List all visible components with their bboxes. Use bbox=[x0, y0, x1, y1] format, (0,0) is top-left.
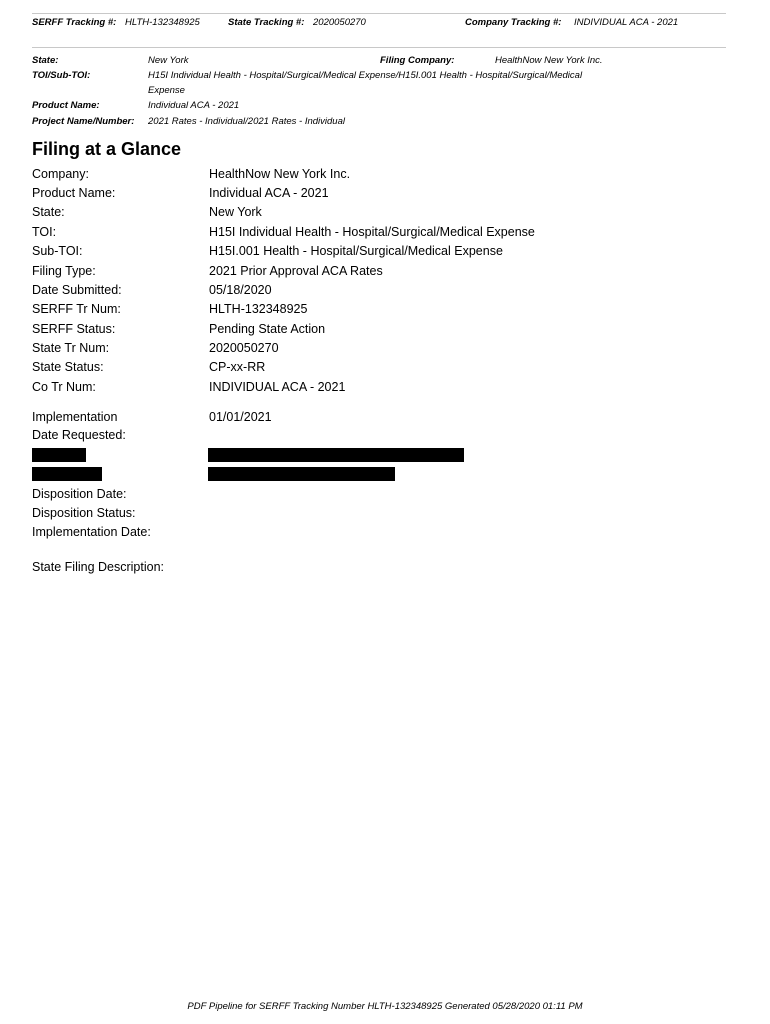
glance-row bbox=[32, 281, 732, 299]
glance-value: H15I Individual Health - Hospital/Surgical/Medical Expense bbox=[209, 225, 535, 239]
glance-value: 2021 Prior Approval ACA Rates bbox=[209, 264, 383, 278]
glance-value: INDIVIDUAL ACA - 2021 bbox=[209, 380, 346, 394]
glance-label: Date Submitted: bbox=[32, 283, 122, 297]
glance-label: TOI: bbox=[32, 225, 57, 239]
state-value: New York bbox=[148, 55, 189, 66]
implementation-date-label: Implementation Date: bbox=[32, 525, 151, 539]
redaction-bar bbox=[208, 467, 395, 481]
section-title: Filing at a Glance bbox=[32, 139, 182, 159]
toi-value-line1: H15I Individual Health - Hospital/Surgical/Medical Expense/H15I.001 Health - Hospital/Surgical/Medical bbox=[148, 70, 583, 81]
glance-label: Co Tr Num: bbox=[32, 380, 96, 394]
glance-row bbox=[32, 378, 732, 396]
glance-value: New York bbox=[209, 205, 262, 219]
glance-label: SERFF Tr Num: bbox=[32, 302, 121, 316]
glance-label: State: bbox=[32, 205, 65, 219]
toi-value-line2: Expense bbox=[148, 85, 185, 96]
header-rule bbox=[32, 47, 726, 48]
glance-row bbox=[32, 320, 732, 338]
glance-row bbox=[32, 358, 732, 376]
glance-value: H15I.001 Health - Hospital/Surgical/Medical Expense bbox=[209, 244, 503, 258]
glance-row bbox=[32, 223, 732, 241]
glance-label: State Tr Num: bbox=[32, 341, 110, 355]
glance-value: 05/18/2020 bbox=[209, 283, 272, 297]
implementation-value: 01/01/2021 bbox=[209, 410, 272, 424]
project-value: 2021 Rates - Individual/2021 Rates - Individual bbox=[148, 116, 345, 127]
company-tracking-label: Company Tracking #: bbox=[465, 17, 562, 28]
glance-row bbox=[32, 165, 732, 183]
state-filing-description-label: State Filing Description: bbox=[32, 560, 165, 574]
redaction-bar bbox=[32, 467, 102, 481]
serff-tracking-label: SERFF Tracking #: bbox=[32, 17, 117, 28]
glance-value: CP-xx-RR bbox=[209, 360, 266, 374]
glance-label: State Status: bbox=[32, 360, 104, 374]
disposition-status-label: Disposition Status: bbox=[32, 506, 136, 520]
state-label: State: bbox=[32, 55, 59, 66]
glance-row bbox=[32, 203, 732, 221]
serff-tracking-value: HLTH-132348925 bbox=[125, 17, 200, 28]
redaction-bar bbox=[208, 448, 464, 462]
project-label: Project Name/Number: bbox=[32, 116, 135, 127]
product-name-label: Product Name: bbox=[32, 100, 100, 111]
glance-label: Company: bbox=[32, 167, 89, 181]
top-rule bbox=[32, 13, 726, 14]
glance-row bbox=[32, 339, 732, 357]
product-name-value: Individual ACA - 2021 bbox=[148, 100, 240, 111]
state-tracking-value: 2020050270 bbox=[313, 17, 366, 28]
glance-value: 2020050270 bbox=[209, 341, 279, 355]
toi-label: TOI/Sub-TOI: bbox=[32, 70, 91, 81]
glance-label: SERFF Status: bbox=[32, 322, 116, 336]
page-footer: PDF Pipeline for SERFF Tracking Number HLTH-132348925 Generated 05/28/2020 01:11 PM bbox=[187, 1001, 583, 1012]
company-tracking-value: INDIVIDUAL ACA - 2021 bbox=[574, 17, 679, 28]
implementation-label-line2: Date Requested: bbox=[32, 428, 126, 442]
state-tracking-label: State Tracking #: bbox=[228, 17, 305, 28]
implementation-label-line1: Implementation bbox=[32, 410, 118, 424]
filing-company-label: Filing Company: bbox=[380, 55, 455, 66]
glance-label: Filing Type: bbox=[32, 264, 96, 278]
glance-value: Pending State Action bbox=[209, 322, 326, 336]
glance-value: HealthNow New York Inc. bbox=[209, 167, 351, 181]
glance-row bbox=[32, 242, 732, 260]
glance-value: Individual ACA - 2021 bbox=[209, 186, 329, 200]
filing-company-value: HealthNow New York Inc. bbox=[495, 55, 603, 66]
glance-value: HLTH-132348925 bbox=[209, 302, 308, 316]
glance-label: Sub-TOI: bbox=[32, 244, 83, 258]
disposition-date-label: Disposition Date: bbox=[32, 487, 127, 501]
glance-row bbox=[32, 300, 732, 318]
glance-label: Product Name: bbox=[32, 186, 116, 200]
glance-row bbox=[32, 184, 732, 202]
redaction-bar bbox=[32, 448, 86, 462]
glance-row bbox=[32, 262, 732, 280]
